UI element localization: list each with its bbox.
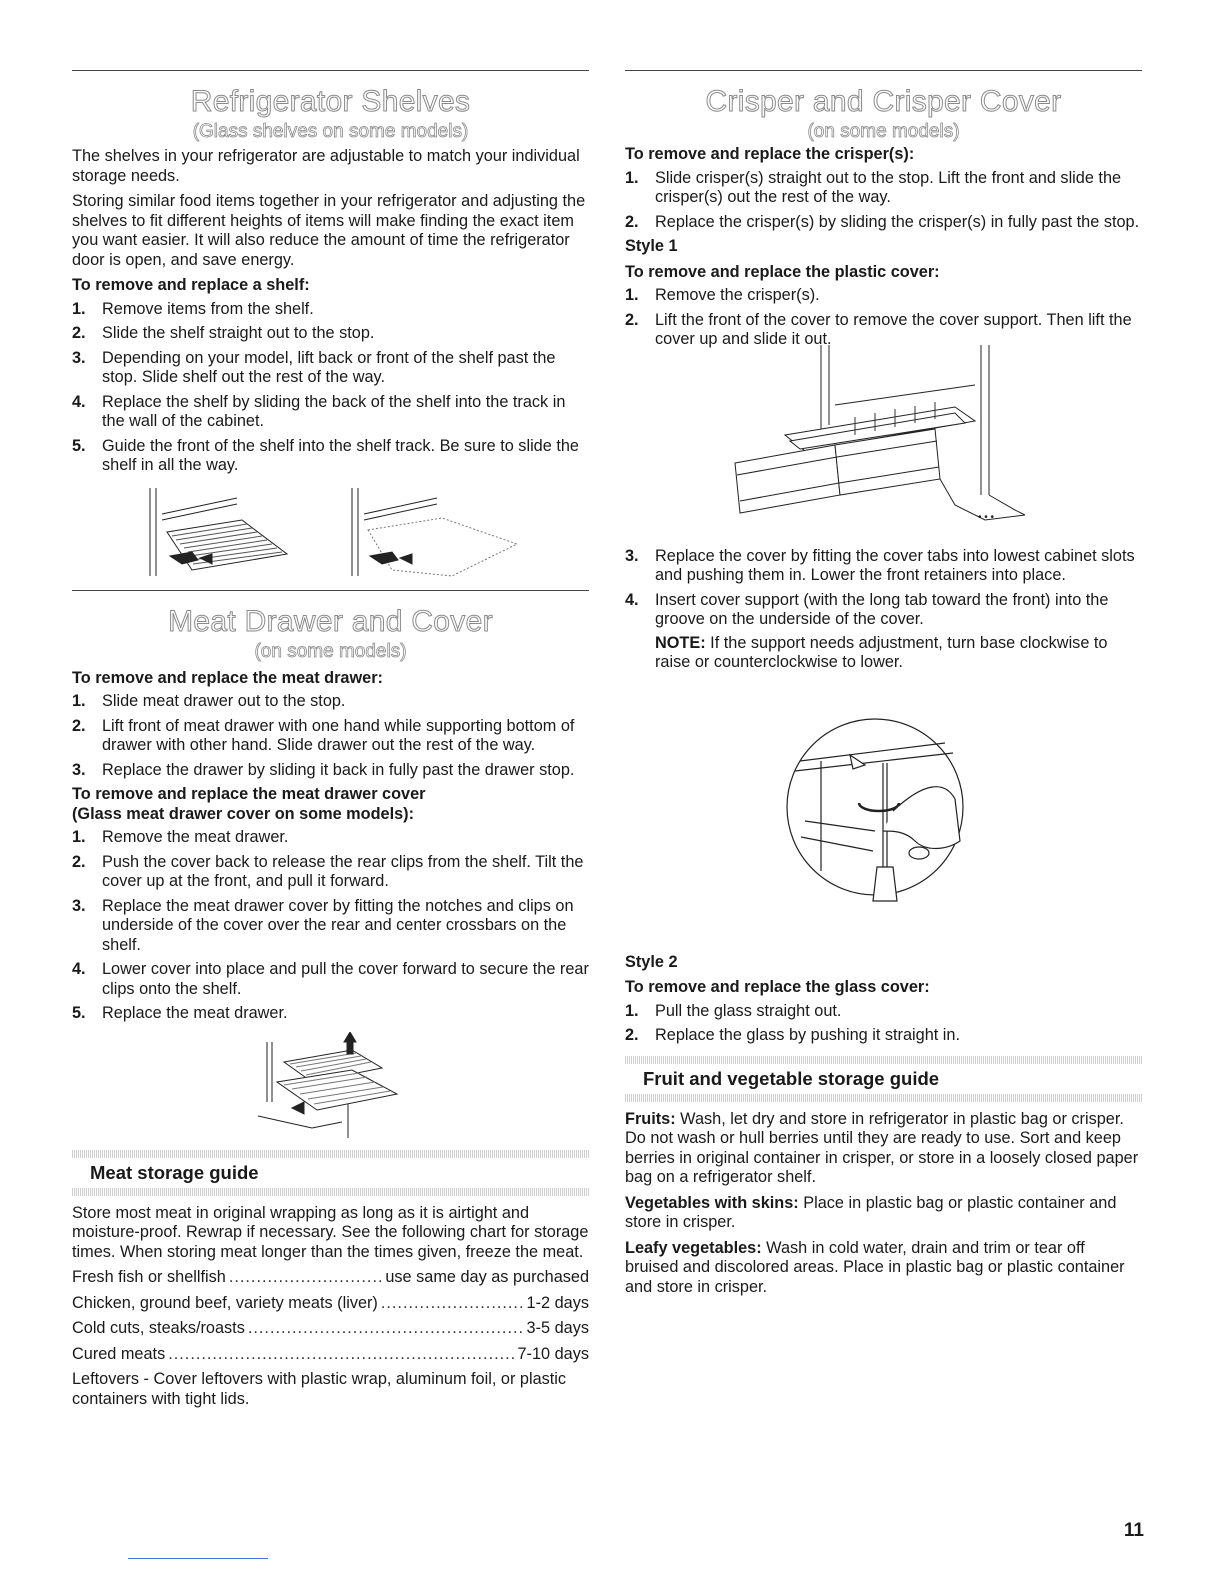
note-text: If the support needs adjustment, turn base clockwise to raise or counterclockwise to lower. bbox=[655, 633, 1108, 671]
right-column bbox=[625, 70, 1142, 1297]
list-item: 5. Replace the meat drawer. bbox=[72, 1004, 288, 1022]
table-row: Cold cuts, steaks/roasts ..... 3-5 days bbox=[72, 1319, 589, 1339]
meat-guide-leftovers: Leftovers - Cover leftovers with plastic wrap, aluminum foil, or plastic containers with tight lids. bbox=[72, 1370, 567, 1408]
meat-subhead-2b: (Glass meat drawer cover on some models): bbox=[72, 804, 415, 823]
table-row: Chicken, ground beef, variety meats (liver) ..... 1-2 days bbox=[72, 1294, 589, 1314]
fruit-guide-header bbox=[625, 1056, 1142, 1102]
list-item: 2. Lift the front of the cover to remove the cover support. Then lift the cover up and slide it out. bbox=[625, 310, 1132, 348]
fruit-guide-fruits: Fruits: Wash, let dry and store in refrigerator in plastic bag or crisper. Do not wash or hull berries until they are ready to use. Sort and keep berries in original container in crisper, or store in a loosely closed paper bag on a refrigerator shelf. bbox=[625, 1109, 1139, 1186]
section-rule bbox=[72, 590, 589, 591]
table-row: Cured meats ..... 7-10 days bbox=[72, 1345, 589, 1365]
meat-subhead-2a: To remove and replace the meat drawer cover bbox=[72, 785, 426, 803]
list-item: 4. Insert cover support (with the long tab toward the front) into the groove on the underside of the cover. NOTE: If the support needs adjustment, turn base clockwise to raise or counterclockwise to lower. bbox=[625, 591, 1142, 673]
left-column bbox=[72, 70, 589, 1409]
crisper-steps-2 bbox=[625, 286, 1142, 350]
list-item: 1. Pull the glass straight out. bbox=[625, 1001, 842, 1020]
note-label: NOTE: bbox=[655, 633, 706, 652]
list-item: 4. Lower cover into place and pull the cover forward to secure the rear clips onto the shelf. bbox=[72, 960, 589, 998]
shelves-subhead: To remove and replace a shelf: bbox=[72, 276, 310, 294]
crisper-subhead-2: To remove and replace the plastic cover: bbox=[625, 262, 940, 281]
crisper-title: Crisper and Crisper Cover bbox=[705, 85, 1062, 118]
meat-drawer-illustration bbox=[72, 1032, 589, 1140]
list-item: 2. Slide the shelf straight out to the stop. bbox=[72, 324, 375, 342]
crisper-illustration bbox=[625, 345, 1142, 541]
crisper-steps-3 bbox=[625, 547, 1142, 673]
crisper-steps-1 bbox=[625, 169, 1142, 233]
fruit-guide-leafy: Leafy vegetables: Wash in cold water, drain and trim or tear off bruised and discolored areas. Place in plastic bag or plastic container and store in crisper. bbox=[625, 1238, 1125, 1296]
list-item: 4. Replace the shelf by sliding the back of the shelf into the track in the wall of the cabinet. bbox=[72, 392, 566, 430]
shelves-intro-2: Storing similar food items together in your refrigerator and adjusting the shelves to fit different heights of items will make finding the exact item you want easier. It will also reduce the amount of time the refrigerator door is open, and save energy. bbox=[72, 192, 586, 269]
list-item: 1. Remove the meat drawer. bbox=[72, 828, 289, 846]
list-item: 1. Slide crisper(s) straight out to the stop. Lift the front and slide the crisper(s) out the rest of the way. bbox=[625, 168, 1122, 206]
list-item: 3. Replace the drawer by sliding it back in fully past the drawer stop. bbox=[72, 760, 575, 779]
svg-text:• • •: • • • bbox=[978, 511, 995, 523]
shelf-drawing bbox=[72, 484, 589, 584]
list-item: 2. Replace the crisper(s) by sliding the crisper(s) in fully past the stop. bbox=[625, 212, 1140, 231]
shelves-subtitle: (Glass shelves on some models) bbox=[192, 121, 469, 142]
list-item: 2. Lift front of meat drawer with one hand while supporting bottom of drawer with other hand. Slide drawer out the rest of the way. bbox=[72, 716, 575, 754]
section-rule bbox=[72, 70, 589, 71]
fruit-guide-title: Fruit and vegetable storage guide bbox=[643, 1067, 940, 1089]
section-rule bbox=[625, 70, 1142, 71]
fruit-guide-vegetables-skins: Vegetables with skins: Place in plastic bag or plastic container and store in crisper. bbox=[625, 1193, 1117, 1231]
crisper-steps-4 bbox=[625, 1002, 1142, 1046]
crisper-drawing bbox=[625, 345, 1142, 541]
meat-guide-intro: Store most meat in original wrapping as long as it is airtight and moisture-proof. Rewrap if necessary. See the following chart for storage times. When storing meat longer than the times given, freeze the meat. bbox=[72, 1203, 589, 1261]
list-item: 3. Replace the meat drawer cover by fitting the notches and clips on underside of the cover over the rear and center crossbars on the shelf. bbox=[72, 896, 574, 954]
footer-rule bbox=[128, 1558, 268, 1559]
page-number: 11 bbox=[1123, 1520, 1144, 1541]
style-2-label: Style 2 bbox=[625, 952, 678, 971]
meat-drawer-drawing bbox=[72, 1032, 589, 1140]
list-item: 1. Remove items from the shelf. bbox=[72, 299, 314, 318]
shelves-intro-1: The shelves in your refrigerator are adjustable to match your individual storage needs. bbox=[72, 147, 580, 185]
meat-guide-header bbox=[72, 1150, 589, 1196]
crisper-subhead-1: To remove and replace the crisper(s): bbox=[625, 145, 915, 163]
list-item: 5. Guide the front of the shelf into the shelf track. Be sure to slide the shelf in all the way. bbox=[72, 436, 579, 474]
shelf-illustration bbox=[72, 484, 589, 584]
cover-support-drawing bbox=[625, 681, 1142, 937]
list-item: 1. Slide meat drawer out to the stop. bbox=[72, 692, 346, 710]
meat-title: Meat Drawer and Cover bbox=[168, 604, 493, 638]
list-item: 3. Depending on your model, lift back or front of the shelf past the stop. Slide shelf out the rest of the way. bbox=[72, 348, 556, 386]
list-item: 3. Replace the cover by fitting the cover tabs into lowest cabinet slots and pushing them in. Lower the front retainers into place. bbox=[625, 546, 1135, 584]
list-item: 2. Replace the glass by pushing it straight in. bbox=[625, 1026, 960, 1044]
note bbox=[655, 634, 1142, 673]
meat-subtitle: (on some models) bbox=[254, 640, 407, 662]
style-1-label: Style 1 bbox=[625, 237, 678, 255]
shelves-title: Refrigerator Shelves bbox=[190, 85, 471, 118]
shelves-steps bbox=[72, 300, 589, 476]
meat-subhead-1: To remove and replace the meat drawer: bbox=[72, 668, 383, 687]
cover-support-illustration bbox=[625, 681, 1142, 937]
crisper-subtitle: (on some models) bbox=[807, 121, 960, 142]
meat-guide-title: Meat storage guide bbox=[90, 1161, 259, 1183]
meat-steps-2 bbox=[72, 828, 589, 1024]
meat-steps-1 bbox=[72, 692, 589, 780]
crisper-subhead-3: To remove and replace the glass cover: bbox=[625, 978, 930, 996]
table-row: Fresh fish or shellfish ..... use same day as purchased bbox=[72, 1268, 589, 1288]
list-item: 2. Push the cover back to release the rear clips from the shelf. Tilt the cover up at the front, and pull it forward. bbox=[72, 852, 584, 890]
list-item: 1. Remove the crisper(s). bbox=[625, 286, 820, 304]
